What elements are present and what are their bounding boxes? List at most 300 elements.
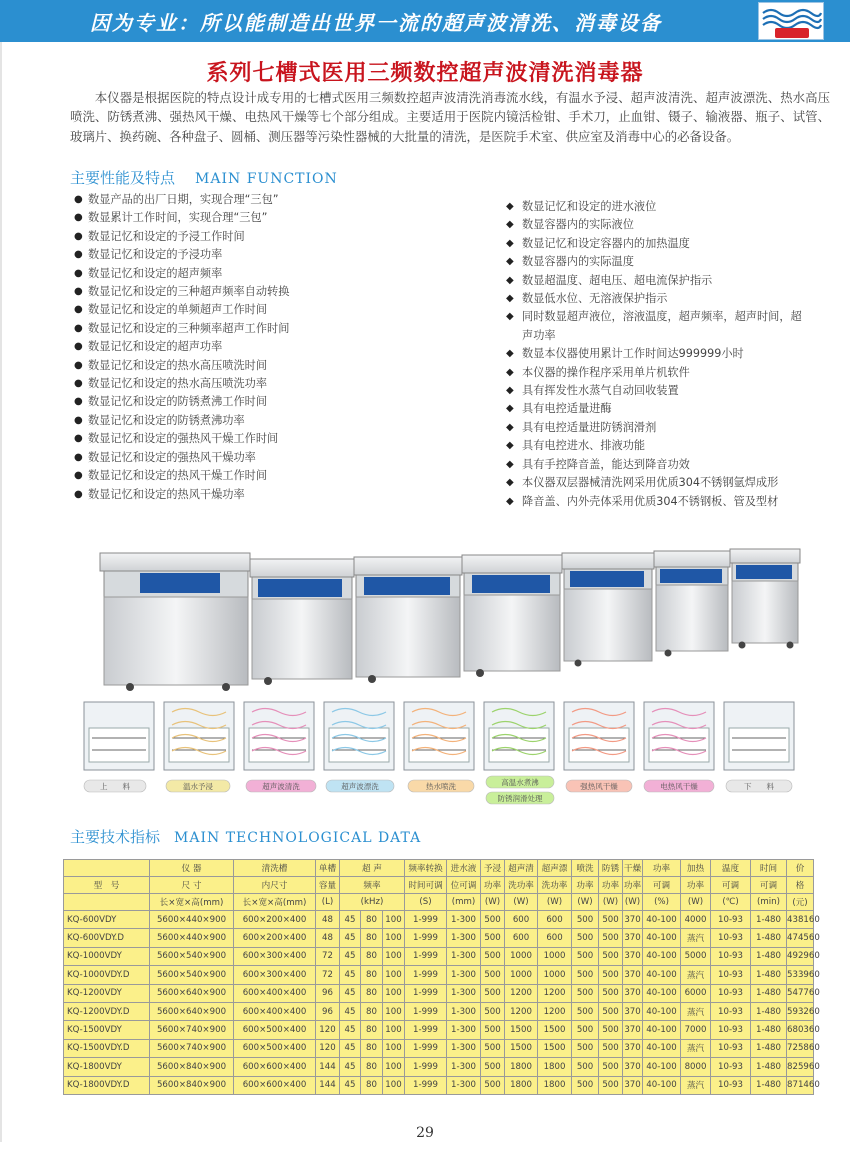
table-cell-temp: 10-93 — [711, 966, 751, 984]
table-cell-spray: 500 — [572, 1058, 599, 1076]
table-cell-dry: 370 — [623, 947, 643, 965]
table-cell-f2: 80 — [361, 929, 383, 947]
table-cell-temp: 10-93 — [711, 911, 751, 929]
table-cell-f2: 80 — [361, 984, 383, 1002]
header-band — [0, 0, 850, 42]
table-cell-tank: 600×200×400 — [234, 929, 316, 947]
main-function-heading-en: MAIN FUNCTION — [195, 171, 338, 187]
feature-item — [506, 493, 806, 511]
feature-item — [74, 320, 454, 338]
table-cell-spray: 500 — [572, 911, 599, 929]
table-cell-time: 1-480 — [751, 1021, 787, 1039]
process-step — [166, 780, 230, 792]
table-cell-f2: 80 — [361, 1058, 383, 1076]
table-header-cell: (W) — [681, 894, 711, 911]
feature-item — [74, 375, 454, 393]
feature-item — [506, 419, 806, 437]
table-cell-f3: 100 — [383, 1039, 405, 1057]
table-header-cell: 温度 — [711, 860, 751, 877]
tech-data-heading-en: MAIN TECHNOLOGICAL DATA — [174, 830, 422, 846]
table-header-cell: 可调 — [643, 877, 681, 894]
table-cell-f2: 80 — [361, 911, 383, 929]
process-step — [644, 780, 714, 792]
table-header-cell: (%) — [643, 894, 681, 911]
bullet-dot-icon: ● — [74, 194, 83, 205]
table-cell-tank: 600×600×400 — [234, 1076, 316, 1094]
table-cell-price: 474560 — [787, 929, 814, 947]
table-cell-power: 40-100 — [643, 966, 681, 984]
table-header-cell: 仪 器 — [150, 860, 234, 877]
table-cell-cap: 72 — [316, 966, 340, 984]
table-cell-price: 593260 — [787, 1002, 814, 1020]
table-header-cell: (元) — [787, 894, 814, 911]
feature-text: 数显记忆和设定的热水高压喷洗时间 — [88, 358, 268, 372]
table-cell-level: 1-300 — [447, 984, 481, 1002]
process-flow-strip — [80, 698, 805, 808]
table-cell-ftime: 1-999 — [405, 911, 447, 929]
table-cell-dry: 370 — [623, 1021, 643, 1039]
table-header-cell: 超声清 — [505, 860, 538, 877]
feature-text: 具有手控降音盖，能达到降音功效 — [522, 457, 690, 471]
table-cell-power: 40-100 — [643, 947, 681, 965]
table-header-cell: 喷洗 — [572, 860, 599, 877]
table-row — [64, 1021, 814, 1039]
table-cell-rust: 500 — [599, 984, 623, 1002]
table-header-cell: 内尺寸 — [234, 877, 316, 894]
process-step-label: 超声波漂洗 — [341, 782, 379, 791]
bullet-dot-icon: ● — [74, 414, 83, 426]
table-header-cell: 清洗槽 — [234, 860, 316, 877]
table-header-cell: (W) — [538, 894, 572, 911]
table-cell-tank: 600×600×400 — [234, 1058, 316, 1076]
table-header-cell: 功率 — [572, 877, 599, 894]
table-cell-cap: 48 — [316, 929, 340, 947]
table-header-cell: 位可调 — [447, 877, 481, 894]
bullet-diamond-icon: ◆ — [506, 403, 514, 415]
feature-text: 数显记忆和设定的热风干燥功率 — [88, 487, 245, 501]
table-cell-price: 533960 — [787, 966, 814, 984]
table-header-cell: 长×宽×高(mm) — [234, 894, 316, 911]
process-panel — [84, 702, 154, 770]
bullet-diamond-icon: ◆ — [506, 311, 514, 323]
table-cell-us_clean: 1800 — [505, 1076, 538, 1094]
bullet-diamond-icon: ◆ — [506, 458, 514, 470]
table-cell-cap: 120 — [316, 1021, 340, 1039]
table-header-row — [64, 877, 814, 894]
table-cell-price: 825960 — [787, 1058, 814, 1076]
table-cell-rust: 500 — [599, 947, 623, 965]
table-header-cell: 功率 — [623, 877, 643, 894]
table-cell-us_rinse: 1200 — [538, 984, 572, 1002]
feature-item — [506, 400, 806, 418]
process-step — [486, 792, 554, 804]
table-cell-size: 5600×540×900 — [150, 966, 234, 984]
feature-item — [74, 283, 454, 301]
table-cell-size: 5600×840×900 — [150, 1058, 234, 1076]
machine-units — [100, 549, 800, 691]
table-row — [64, 984, 814, 1002]
table-cell-f2: 80 — [361, 947, 383, 965]
table-cell-dry: 370 — [623, 1002, 643, 1020]
table-cell-pre: 500 — [481, 1021, 505, 1039]
process-panel — [644, 702, 714, 770]
process-step — [566, 780, 632, 792]
feature-text: 数显记忆和设定的单频超声工作时间 — [88, 303, 268, 317]
table-cell-tank: 600×400×400 — [234, 984, 316, 1002]
table-cell-size: 5600×540×900 — [150, 947, 234, 965]
bullet-dot-icon: ● — [74, 286, 83, 298]
table-cell-level: 1-300 — [447, 966, 481, 984]
bullet-dot-icon: ● — [74, 488, 83, 500]
table-cell-us_rinse: 1000 — [538, 966, 572, 984]
feature-list-right — [506, 198, 806, 511]
table-cell-pre: 500 — [481, 1058, 505, 1076]
process-panel — [484, 702, 554, 770]
table-header-cell: 型 号 — [64, 877, 150, 894]
table-cell-tank: 600×500×400 — [234, 1021, 316, 1039]
table-cell-f3: 100 — [383, 911, 405, 929]
table-cell-f1: 45 — [340, 1076, 361, 1094]
feature-item — [74, 393, 454, 411]
table-header-cell: 加热 — [681, 860, 711, 877]
table-cell-f2: 80 — [361, 1021, 383, 1039]
process-panels — [84, 702, 794, 770]
feature-text: 具有电控适量进酶 — [522, 402, 612, 416]
feature-item — [506, 437, 806, 455]
table-cell-level: 1-300 — [447, 1039, 481, 1057]
table-header-cell: (mm) — [447, 894, 481, 911]
table-cell-size: 5600×440×900 — [150, 929, 234, 947]
feature-text: 同时数显超声液位，溶液温度，超声频率，超声时间，超声功率 — [522, 310, 802, 342]
bullet-diamond-icon: ◆ — [506, 348, 514, 360]
table-cell-temp: 10-93 — [711, 984, 751, 1002]
table-cell-dry: 370 — [623, 966, 643, 984]
feature-item — [506, 474, 806, 492]
main-function-heading-cn: 主要性能及特点 — [70, 169, 176, 187]
table-cell-f2: 80 — [361, 1002, 383, 1020]
bullet-diamond-icon: ◆ — [506, 293, 514, 305]
table-cell-price: 547760 — [787, 984, 814, 1002]
feature-text: 具有挥发性水蒸气自动回收装置 — [522, 384, 679, 398]
table-cell-dry: 370 — [623, 984, 643, 1002]
feature-text: 数显记忆和设定的进水液位 — [522, 200, 657, 213]
table-cell-f1: 45 — [340, 911, 361, 929]
table-cell-us_rinse: 1000 — [538, 947, 572, 965]
table-cell-dry: 370 — [623, 911, 643, 929]
feature-text: 数显记忆和设定的热水高压喷洗功率 — [88, 377, 268, 391]
feature-item — [74, 246, 454, 264]
bullet-dot-icon: ● — [74, 341, 83, 353]
table-cell-f3: 100 — [383, 929, 405, 947]
table-cell-spray: 500 — [572, 1021, 599, 1039]
table-cell-cap: 96 — [316, 1002, 340, 1020]
table-cell-cap: 144 — [316, 1058, 340, 1076]
table-cell-us_clean: 1000 — [505, 947, 538, 965]
table-cell-rust: 500 — [599, 1039, 623, 1057]
table-header-cell: 功率 — [599, 877, 623, 894]
table-cell-f1: 45 — [340, 1002, 361, 1020]
feature-item — [506, 456, 806, 474]
table-header-cell: 超声漂 — [538, 860, 572, 877]
feature-text: 数显记忆和设定的强热风干燥功率 — [88, 450, 256, 464]
table-cell-power: 40-100 — [643, 1021, 681, 1039]
table-cell-us_rinse: 600 — [538, 929, 572, 947]
feature-item — [74, 209, 454, 227]
table-cell-f1: 45 — [340, 1039, 361, 1057]
bullet-diamond-icon: ◆ — [506, 421, 514, 433]
table-cell-spray: 500 — [572, 1002, 599, 1020]
tech-data-heading — [70, 826, 421, 847]
table-cell-temp: 10-93 — [711, 1058, 751, 1076]
table-cell-level: 1-300 — [447, 1002, 481, 1020]
table-cell-f3: 100 — [383, 984, 405, 1002]
feature-item — [506, 308, 806, 345]
table-cell-ftime: 1-999 — [405, 984, 447, 1002]
feature-item — [74, 265, 454, 283]
table-cell-time: 1-480 — [751, 1039, 787, 1057]
table-cell-tank: 600×300×400 — [234, 966, 316, 984]
table-cell-price: 438160 — [787, 911, 814, 929]
table-cell-rust: 500 — [599, 966, 623, 984]
bullet-diamond-icon: ◆ — [506, 201, 514, 212]
table-cell-us_clean: 1200 — [505, 1002, 538, 1020]
bullet-diamond-icon: ◆ — [506, 366, 514, 378]
table-cell-f2: 80 — [361, 1039, 383, 1057]
table-row — [64, 966, 814, 984]
process-step-label: 高温水煮沸 — [501, 778, 539, 787]
table-cell-rust: 500 — [599, 929, 623, 947]
bullet-dot-icon: ● — [74, 212, 83, 224]
bullet-diamond-icon: ◆ — [506, 237, 514, 249]
table-cell-ftime: 1-999 — [405, 1058, 447, 1076]
bullet-diamond-icon: ◆ — [506, 440, 514, 452]
feature-text: 数显记忆和设定的热风干燥工作时间 — [88, 469, 268, 483]
table-cell-temp: 10-93 — [711, 1076, 751, 1094]
table-cell-model: KQ-1000VDY.D — [64, 966, 150, 984]
table-cell-heat: 8000 — [681, 1058, 711, 1076]
table-header-cell: 功率 — [681, 877, 711, 894]
table-cell-us_clean: 1800 — [505, 1058, 538, 1076]
feature-item — [74, 449, 454, 467]
intro-paragraph: 本仪器是根据医院的特点设计成专用的七槽式医用三频数控超声波清洗消毒流水线，有温水予浸、超声波清洗、超声波漂洗、热水高压喷洗、防锈煮沸、强热风干燥、电热风干燥等七个部分组成。主要适用于医院内镜活检钳、手术刀，止血钳、镊子、输液器、瓶子、试管、玻璃片、换药碗、各种盘子、圆桶、测压器等污染性器械的大批量的清洗，是医院手术室、供应室及消毒中心的必备设备。 — [70, 90, 830, 144]
feature-item — [74, 191, 454, 209]
table-cell-us_clean: 600 — [505, 911, 538, 929]
table-header-cell: 时间 — [751, 860, 787, 877]
feature-text: 数显记忆和设定的超声频率 — [88, 266, 223, 280]
feature-text: 数显超温度、超电压、超电流保护指示 — [522, 273, 713, 287]
table-cell-time: 1-480 — [751, 1076, 787, 1094]
bullet-diamond-icon: ◆ — [506, 385, 514, 397]
table-cell-level: 1-300 — [447, 911, 481, 929]
table-cell-dry: 370 — [623, 929, 643, 947]
feature-text: 数显记忆和设定的予浸工作时间 — [88, 229, 245, 243]
table-cell-size: 5600×740×900 — [150, 1039, 234, 1057]
table-cell-power: 40-100 — [643, 929, 681, 947]
table-cell-pre: 500 — [481, 1002, 505, 1020]
feature-text: 数显本仪器使用累计工作时间达999999小时 — [522, 347, 744, 361]
feature-text: 数显记忆和设定的予浸功率 — [88, 248, 223, 262]
table-cell-dry: 370 — [623, 1076, 643, 1094]
table-row — [64, 929, 814, 947]
header-slogan: 因为专业：所以能制造出世界一流的超声波清洗、消毒设备 — [90, 11, 662, 35]
table-header-cell: 频率 — [340, 877, 405, 894]
table-cell-heat: 蒸汽 — [681, 966, 711, 984]
bullet-diamond-icon: ◆ — [506, 495, 514, 507]
process-labels — [84, 776, 792, 804]
table-cell-f2: 80 — [361, 966, 383, 984]
bullet-dot-icon: ● — [74, 470, 83, 482]
table-cell-tank: 600×200×400 — [234, 911, 316, 929]
table-cell-temp: 10-93 — [711, 929, 751, 947]
table-header-cell: 尺 寸 — [150, 877, 234, 894]
table-cell-time: 1-480 — [751, 984, 787, 1002]
table-cell-size: 5600×640×900 — [150, 1002, 234, 1020]
table-header-cell: (L) — [316, 894, 340, 911]
feature-item — [506, 235, 806, 253]
table-header-cell: 频率转换 — [405, 860, 447, 877]
table-cell-cap: 144 — [316, 1076, 340, 1094]
table-header-cell: (min) — [751, 894, 787, 911]
table-cell-f1: 45 — [340, 1058, 361, 1076]
feature-item — [506, 382, 806, 400]
bullet-dot-icon: ● — [74, 249, 83, 261]
table-cell-spray: 500 — [572, 1039, 599, 1057]
table-cell-us_clean: 600 — [505, 929, 538, 947]
table-cell-us_rinse: 1500 — [538, 1021, 572, 1039]
process-step-label: 下 料 — [744, 782, 774, 791]
tech-data-heading-cn: 主要技术指标 — [70, 828, 161, 846]
table-cell-model: KQ-1800VDY.D — [64, 1076, 150, 1094]
process-panel — [564, 702, 634, 770]
process-panel — [724, 702, 794, 770]
table-cell-cap: 48 — [316, 911, 340, 929]
table-cell-us_rinse: 1500 — [538, 1039, 572, 1057]
table-header-row — [64, 894, 814, 911]
table-cell-model: KQ-1500VDY — [64, 1021, 150, 1039]
table-cell-power: 40-100 — [643, 1002, 681, 1020]
table-cell-tank: 600×400×400 — [234, 1002, 316, 1020]
table-cell-model: KQ-1200VDY.D — [64, 1002, 150, 1020]
feature-text: 数显低水位、无溶液保护指示 — [522, 292, 668, 306]
process-step-label: 超声波清洗 — [262, 782, 300, 791]
table-header-cell: (W) — [599, 894, 623, 911]
table-cell-pre: 500 — [481, 1076, 505, 1094]
feature-item — [506, 364, 806, 382]
table-cell-model: KQ-1000VDY — [64, 947, 150, 965]
table-cell-dry: 370 — [623, 1039, 643, 1057]
table-cell-cap: 120 — [316, 1039, 340, 1057]
table-header-cell: 时间可调 — [405, 877, 447, 894]
seven-tank-machine-illustration — [100, 535, 805, 695]
feature-text: 本仪器的操作程序采用单片机软件 — [522, 365, 690, 379]
table-header-cell — [64, 860, 150, 877]
table-header-cell: (W) — [505, 894, 538, 911]
table-row — [64, 1039, 814, 1057]
bullet-dot-icon: ● — [74, 451, 83, 463]
table-header-cell: 进水液 — [447, 860, 481, 877]
table-cell-level: 1-300 — [447, 1076, 481, 1094]
table-header-cell: 超 声 — [340, 860, 405, 877]
table-header-row — [64, 860, 814, 877]
table-cell-f1: 45 — [340, 947, 361, 965]
table-row — [64, 911, 814, 929]
table-cell-ftime: 1-999 — [405, 1021, 447, 1039]
table-cell-model: KQ-1200VDY — [64, 984, 150, 1002]
table-row — [64, 1076, 814, 1094]
process-step-label: 电热风干燥 — [660, 782, 698, 791]
table-cell-time: 1-480 — [751, 947, 787, 965]
table-cell-power: 40-100 — [643, 1039, 681, 1057]
feature-list-left — [74, 191, 454, 504]
bullet-dot-icon: ● — [74, 396, 83, 408]
table-cell-power: 40-100 — [643, 1076, 681, 1094]
table-header-cell: (W) — [572, 894, 599, 911]
table-cell-heat: 蒸汽 — [681, 929, 711, 947]
table-cell-price: 871460 — [787, 1076, 814, 1094]
table-cell-rust: 500 — [599, 1021, 623, 1039]
table-cell-time: 1-480 — [751, 966, 787, 984]
table-cell-pre: 500 — [481, 1039, 505, 1057]
feature-text: 具有电控适量进防锈润滑剂 — [522, 420, 657, 434]
table-cell-us_clean: 1000 — [505, 966, 538, 984]
table-cell-pre: 500 — [481, 984, 505, 1002]
feature-item — [506, 290, 806, 308]
table-cell-level: 1-300 — [447, 929, 481, 947]
table-header-cell: 予浸 — [481, 860, 505, 877]
process-step — [726, 780, 792, 792]
table-cell-us_rinse: 600 — [538, 911, 572, 929]
table-cell-dry: 370 — [623, 1058, 643, 1076]
page-edge-shadow — [0, 42, 2, 1142]
feature-item — [506, 345, 806, 363]
table-cell-us_rinse: 1800 — [538, 1076, 572, 1094]
bullet-diamond-icon: ◆ — [506, 274, 514, 286]
table-cell-heat: 4000 — [681, 911, 711, 929]
feature-text: 数显记忆和设定的防锈煮沸功率 — [88, 413, 245, 427]
table-cell-spray: 500 — [572, 984, 599, 1002]
table-cell-size: 5600×740×900 — [150, 1021, 234, 1039]
feature-text: 本仪器双层器械清洗网采用优质304不锈钢氩焊成形 — [522, 476, 779, 490]
tech-spec-table — [63, 859, 820, 1095]
table-header-cell: 容量 — [316, 877, 340, 894]
table-header-cell: (W) — [481, 894, 505, 911]
process-step — [84, 780, 146, 792]
table-cell-model: KQ-1800VDY — [64, 1058, 150, 1076]
table-cell-size: 5600×640×900 — [150, 984, 234, 1002]
table-cell-f1: 45 — [340, 966, 361, 984]
table-cell-ftime: 1-999 — [405, 966, 447, 984]
table-cell-model: KQ-1500VDY.D — [64, 1039, 150, 1057]
table-cell-heat: 5000 — [681, 947, 711, 965]
feature-text: 数显记忆和设定的强热风干燥工作时间 — [88, 432, 279, 446]
table-cell-f3: 100 — [383, 1058, 405, 1076]
table-cell-power: 40-100 — [643, 984, 681, 1002]
feature-item — [74, 430, 454, 448]
table-cell-heat: 蒸汽 — [681, 1002, 711, 1020]
table-cell-f3: 100 — [383, 1002, 405, 1020]
table-cell-heat: 7000 — [681, 1021, 711, 1039]
table-row — [64, 947, 814, 965]
feature-item — [74, 486, 454, 504]
table-cell-temp: 10-93 — [711, 1039, 751, 1057]
process-step-label: 上 料 — [100, 782, 130, 791]
table-cell-rust: 500 — [599, 1058, 623, 1076]
process-step — [486, 776, 554, 788]
feature-text: 具有电控进水、排液功能 — [522, 439, 646, 453]
bullet-diamond-icon: ◆ — [506, 477, 514, 489]
table-cell-time: 1-480 — [751, 911, 787, 929]
table-cell-temp: 10-93 — [711, 947, 751, 965]
